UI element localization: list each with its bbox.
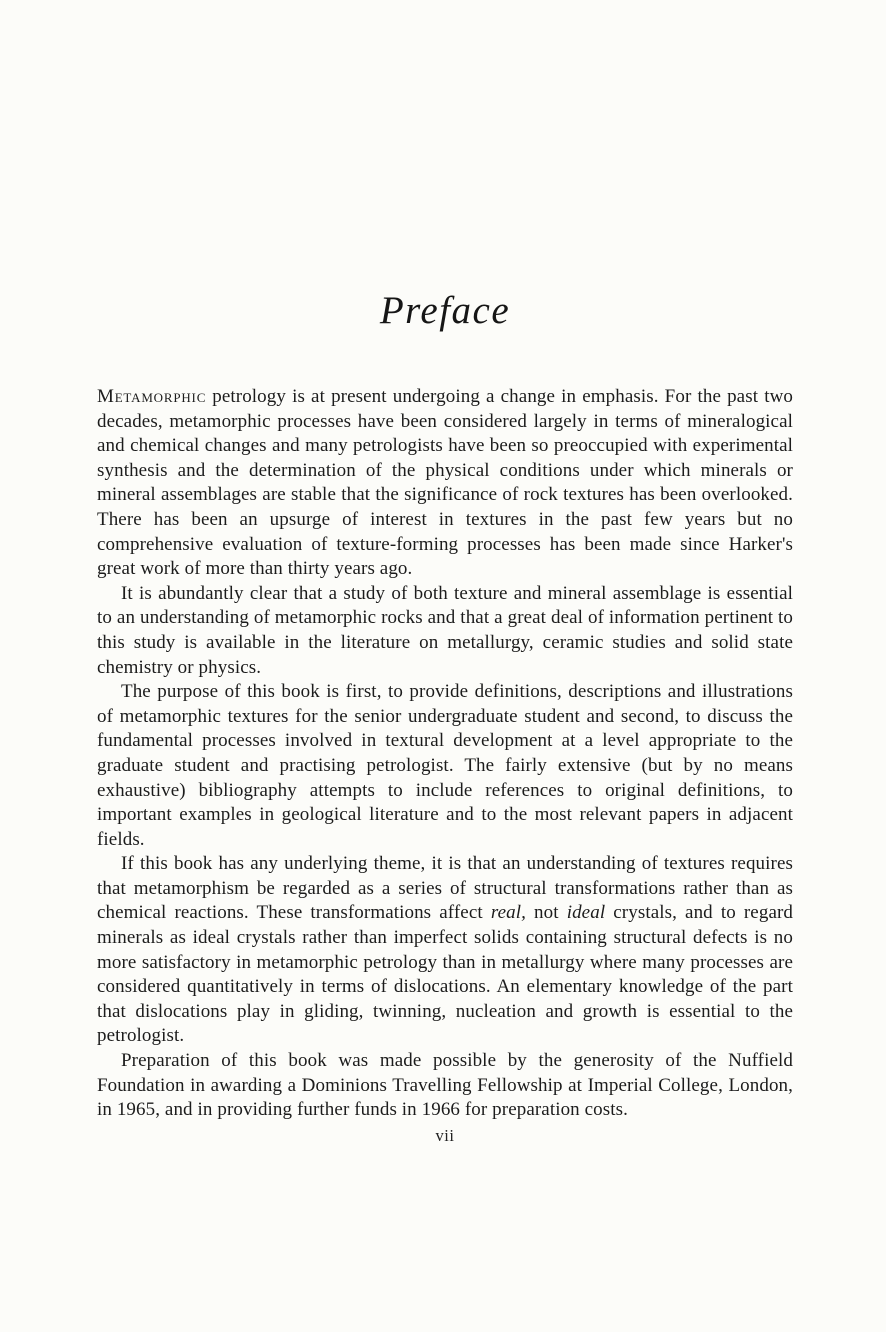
text-segment-normal: not [525,902,567,924]
text-segment-normal: The purpose of this book is first, to provide definitions, descriptions and illustrations of metamorphic textures for the senior undergraduate student and second, to discuss the fundamental processes involved in textural development at a level appropriate to the graduate student and practising petrologist. The fairly extensive (but by no means exhaustive) bibliography attempts to include references to original definitions, to important examples in geological literature and to the most relevant papers in adjacent fields. [97,681,793,850]
text-segment-normal: Preparation of this book was made possible by the generosity of the Nuffield Foundation in awarding a Dominions Travelling Fellowship at Imperial College, London, in 1965, and in providing further funds in 1966 for preparation costs. [97,1050,793,1121]
preface-body [97,385,793,1123]
paragraph [97,582,793,680]
text-segment-normal: crystals, and to regard minerals as ideal crystals rather than imperfect solids containing structural defects is no more satisfactory in metamorphic petrology than in metallurgy where many processes are considered quantitatively in terms of dislocations. An elementary knowledge of the part that dislocations play in gliding, twinning, nucleation and growth is essential to the petrologist. [97,902,794,1047]
text-segment-normal: If this book has any underlying theme, it is that an understanding of textures requires that metamorphism be regarded as a series of structural transformations rather than as chemical reactions. These transformations affect [97,853,793,924]
text-segment-italic: real, [490,902,526,924]
paragraph [97,680,793,852]
page-number: vii [435,1125,455,1145]
text-segment-normal: It is abundantly clear that a study of both texture and mineral assemblage is essential to an understanding of metamorphic rocks and that a great deal of information pertinent to this study is available in the literature on metallurgy, ceramic studies and solid state chemistry or physics. [97,582,793,678]
paragraph [97,852,793,1049]
paragraph [97,1049,793,1123]
paragraph [97,385,793,582]
text-segment-smallcaps: Metamorphic [97,386,207,407]
text-segment-italic: ideal [566,902,606,924]
text-segment-normal: petrology is at present undergoing a change in emphasis. For the past two decades, metamorphic processes have been considered largely in terms of mineralogical and chemical changes and many petrologists have been so preoccupied with experimental synthesis and the determination of the physical conditions under which minerals or mineral assemblages are stable that the significance of rock textures has been overlooked. There has been an upsurge of interest in textures in the past few years but no comprehensive evaluation of texture-forming processes has been made since Harker's great work of more than thirty years ago. [97,386,793,580]
page-title: Preface [379,289,511,332]
text-block [97,288,793,1146]
